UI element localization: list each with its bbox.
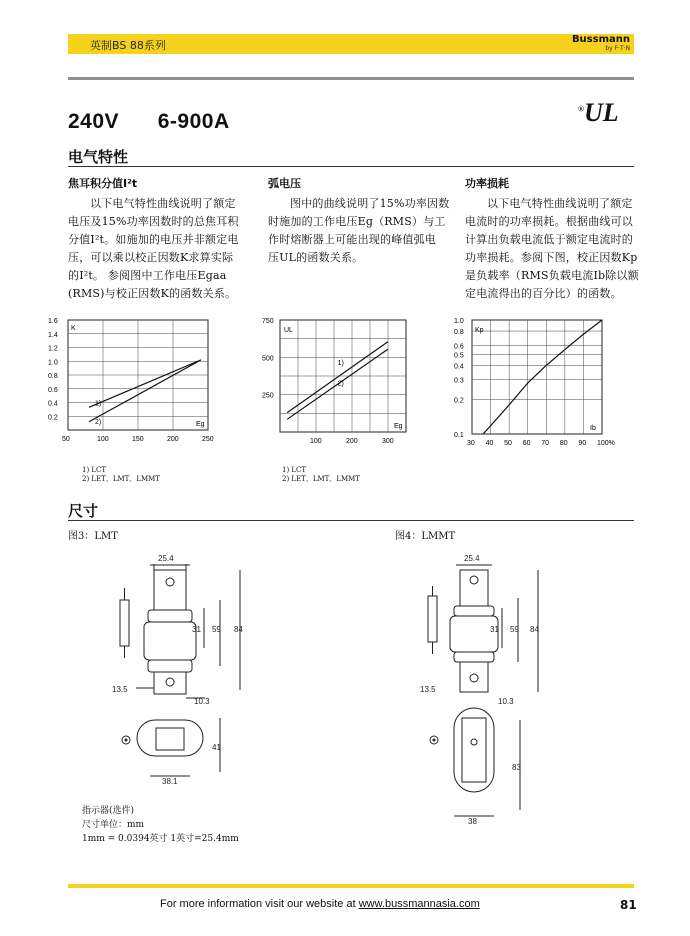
column-title: 焦耳积分值I²t <box>68 177 138 190</box>
text-line: 定电流得出的百分比）的函数。 <box>465 287 622 300</box>
x-tick-label: 40 <box>485 440 494 447</box>
svg-text:84: 84 <box>530 625 539 634</box>
svg-text:31: 31 <box>192 625 201 634</box>
column-title: 功率损耗 <box>465 177 509 190</box>
svg-text:31: 31 <box>490 625 499 634</box>
plot-frame <box>472 320 602 434</box>
x-tick-label: 150 <box>132 436 144 443</box>
y-tick-label: 0.1 <box>454 432 464 439</box>
y-tick-label: 0.6 <box>454 343 464 351</box>
text-line: (RMS)与校正因数K的函数关系。 <box>68 287 237 300</box>
fig3-lmt-drawing <box>110 548 260 798</box>
chart1-legend: 1) LCT 2) LET、LMT、LMMT <box>82 466 160 483</box>
text-line: 功率损耗。参阅下图，校正因数Kp <box>465 251 638 264</box>
y-tick-label: 0.6 <box>48 386 58 394</box>
current-label: 6-900A <box>157 110 230 133</box>
fig4-caption: 图4：LMMT <box>395 531 456 542</box>
svg-text:59: 59 <box>212 625 221 634</box>
x-tick-label: 30 <box>467 440 475 447</box>
svg-text:25.4: 25.4 <box>464 554 480 563</box>
cap-top <box>148 610 192 622</box>
text-line: 是负载率（RMS负载电流Ib除以额 <box>465 269 639 282</box>
svg-text:59: 59 <box>510 625 519 634</box>
x-tick-label: 50 <box>62 436 70 443</box>
y-tick-label: 1.0 <box>48 359 58 367</box>
x-axis-label: Ib <box>590 425 596 432</box>
y-tick-label: 0.3 <box>454 377 464 385</box>
series-label: 1) <box>337 359 344 367</box>
chart-power-loss <box>450 312 620 462</box>
x-tick-label: 250 <box>202 436 214 443</box>
fuse-body <box>450 616 498 652</box>
page-number: 81 <box>620 898 637 912</box>
svg-text:84: 84 <box>234 625 243 634</box>
y-tick-label: 250 <box>262 392 274 400</box>
y-tick-label: 0.2 <box>48 414 58 422</box>
blade-top <box>460 570 488 606</box>
column-power <box>465 175 655 303</box>
column-joule <box>68 175 258 303</box>
series-label: 2) <box>337 380 344 388</box>
y-tick-label: 0.2 <box>454 397 464 405</box>
x-tick-label: 100 <box>310 438 322 445</box>
y-tick-label: 1.0 <box>454 318 464 325</box>
cap-bottom <box>454 652 494 662</box>
section-rule <box>68 520 634 521</box>
y-tick-label: 750 <box>262 318 274 325</box>
fuse-body <box>144 622 196 660</box>
text-line: 压，可以乘以校正因数K求算实际 <box>68 251 234 264</box>
voltage-label: 240V <box>68 110 120 133</box>
section-rule <box>68 166 634 167</box>
chart-arc-voltage <box>258 312 418 462</box>
note-line: 1mm = 0.0394英寸 1英寸=25.4mm <box>82 834 239 844</box>
chart-k-factor <box>48 312 228 462</box>
series-label: 1) <box>95 400 102 408</box>
svg-text:38: 38 <box>468 817 477 826</box>
y-tick-label: 0.5 <box>454 352 464 360</box>
x-tick-label: 300 <box>382 438 394 445</box>
note-line: 指示器(选件) <box>82 806 135 816</box>
column-title: 弧电压 <box>268 177 301 190</box>
note-line: 尺寸单位：mm <box>82 820 145 830</box>
series-line <box>287 342 388 413</box>
x-axis-label: Eg <box>196 421 205 428</box>
x-tick-label: 60 <box>522 440 531 447</box>
ul-logo-icon: ®UL <box>578 98 619 127</box>
svg-text:83: 83 <box>512 763 521 772</box>
svg-text:41: 41 <box>212 743 221 752</box>
y-tick-label: 1.6 <box>48 318 58 325</box>
text-line: 图中的曲线说明了15%功率因数 <box>290 197 450 210</box>
text-line: 压UL的函数关系。 <box>268 251 364 264</box>
x-tick-label: 80 <box>559 440 568 447</box>
text-line: 的I²t。 参阅图中工作电压Egaa <box>68 269 227 282</box>
y-tick-label: 0.4 <box>454 363 464 371</box>
text-line: 分值I²t。如施加的电压并非额定电 <box>68 233 239 246</box>
y-tick-label: 0.8 <box>454 329 464 337</box>
y-tick-label: 500 <box>262 355 274 363</box>
dimension-notes <box>82 804 239 846</box>
svg-text:13.5: 13.5 <box>420 685 436 694</box>
x-tick-label: 200 <box>346 438 358 445</box>
brand-logo <box>572 35 630 53</box>
x-tick-label: 70 <box>541 440 550 447</box>
x-tick-label: 200 <box>167 436 179 443</box>
svg-text:13.5: 13.5 <box>112 685 128 694</box>
series-line <box>89 360 201 422</box>
indicator-body <box>428 596 437 642</box>
x-tick-label: 100% <box>597 440 615 447</box>
svg-text:10.3: 10.3 <box>194 697 210 706</box>
cap-bottom <box>148 660 192 672</box>
y-axis-label: K <box>71 325 76 332</box>
series-title: 英制BS 88系列 <box>90 39 166 52</box>
chart2-legend: 1) LCT 2) LET、LMT、LMMT <box>282 466 360 483</box>
x-tick-label: 100 <box>97 436 109 443</box>
brand-name: Bussmann <box>571 34 630 45</box>
y-tick-label: 0.4 <box>48 400 58 408</box>
series-label: 2) <box>95 418 102 426</box>
text-line: 计算出负载电流低于额定电流时的 <box>465 233 633 246</box>
section-electrical: 电气特性 <box>68 148 129 166</box>
website-link[interactable]: www.bussmannasia.com <box>358 898 480 910</box>
text-line: 以下电气特性曲线说明了额定 <box>487 197 633 210</box>
cap-top <box>454 606 494 616</box>
x-tick-label: 90 <box>578 440 587 447</box>
blade-bottom <box>154 672 186 694</box>
x-tick-label: 50 <box>504 440 512 447</box>
header-bar <box>68 34 634 54</box>
fig4-lmmt-drawing <box>420 548 570 828</box>
page-title <box>68 110 230 134</box>
y-tick-label: 1.2 <box>48 345 58 353</box>
header-divider <box>68 77 634 80</box>
y-tick-label: 1.4 <box>48 331 58 339</box>
x-axis-label: Eg <box>394 423 403 430</box>
column-arc <box>268 175 458 267</box>
blade-top <box>154 570 186 610</box>
text-line: 以下电气特性曲线说明了额定 <box>90 197 236 210</box>
text-line: 时施加的工作电压Eg（RMS）与工 <box>268 215 446 228</box>
y-axis-label: UL <box>284 327 293 334</box>
brand-sub: by F·T·N <box>605 45 630 52</box>
footer-text: For more information visit our website at www.bussmannasia.com <box>160 898 480 910</box>
indicator-body <box>120 600 129 646</box>
text-line: 电流时的功率损耗。根据曲线可以 <box>465 215 633 228</box>
footer-bar <box>68 884 634 888</box>
series-line <box>89 360 201 407</box>
svg-text:25.4: 25.4 <box>158 554 174 563</box>
svg-text:10.3: 10.3 <box>498 697 514 706</box>
text-line: 作时熔断器上可能出现的峰值弧电 <box>268 233 436 246</box>
section-dimensions: 尺寸 <box>68 502 99 520</box>
text-line: 电压及15%功率因数时的总焦耳积 <box>68 215 239 228</box>
series-line <box>483 320 602 434</box>
y-axis-label: Kp <box>475 327 484 334</box>
svg-text:38.1: 38.1 <box>162 777 178 786</box>
y-tick-label: 0.8 <box>48 373 58 380</box>
blade-bottom <box>460 662 488 692</box>
fig3-caption: 图3：LMT <box>68 531 118 542</box>
